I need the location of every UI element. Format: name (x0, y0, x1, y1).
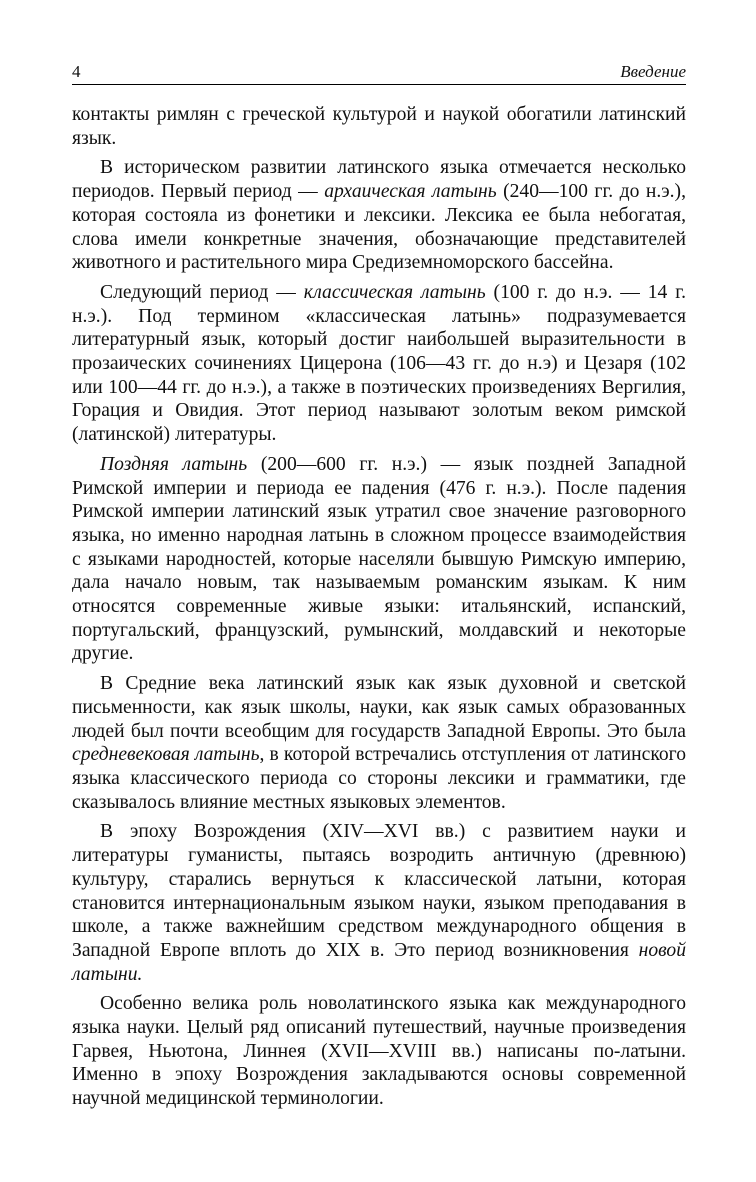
paragraph (72, 672, 686, 814)
body-text (72, 103, 686, 1111)
italic-term: Поздняя латынь (100, 453, 248, 475)
text-segment: (240—100 гг. до н.э.), которая состояла из фонетики и лексики. Лексика ее была небогатая, слова имели конкретные значения, обозначающие представителей животного и растительного мира Средиземноморского бассейна. (72, 181, 686, 274)
text-segment: В Средние века латинский язык как язык духовной и светской письменности, как язык школы, науки, как язык самых образованных людей был почти всеобщим для государств Западной Европы. Это была (72, 673, 686, 742)
paragraph (72, 281, 686, 447)
text-segment: В историческом развитии латинского языка отмечается несколько периодов. Первый период — (72, 157, 686, 203)
text-segment: В эпоху Возрождения (XIV—XVI вв.) с развитием науки и литературы гуманисты, пытаясь возродить античную (древнюю) культуру, старались вернуться к классической латыни, которая становится интернациональным языком науки, языком преподавания в школе, а также важнейшим средством международного общения в Западной Европе вплоть до XIX в. Это период возникновения (72, 821, 686, 961)
text-segment: Особенно велика роль новолатинского языка как международного языка науки. Целый ряд описаний путешествий, научные произведения Гарвея, Ньютона, Линнея (XVII—XVIII вв.) написаны по-латыни. Именно в эпоху Возрождения закладываются основы современной научной медицинской терминологии. (72, 993, 686, 1110)
paragraph (72, 156, 686, 275)
text-segment: (100 г. до н.э. — 14 г. н.э.). Под термином «классическая латынь» подразумевается литературный язык, который достиг наибольшей выразительности в прозаических сочинениях Цицерона (106—43 гг. до н.э) и Цезаря (102 или 100—44 гг. до н.э.), а также в поэтических произведениях Вергилия, Горация и Овидия. Этот период называют золотым веком римской (латинской) литературы. (72, 281, 686, 446)
paragraph (72, 453, 686, 666)
italic-term: архаическая латынь (324, 181, 497, 203)
paragraph (72, 992, 686, 1111)
italic-term: средневековая латынь (72, 744, 260, 766)
running-head: Введение (620, 62, 686, 81)
text-segment: , в которой встречались отступления от латинского языка классического периода со стороны лексики и грамматики, где сказывалось влияние местных языковых элементов. (72, 744, 686, 813)
text-segment: (200—600 гг. н.э.) — язык поздней Западной Римской империи и периода ее падения (476 г. н.э.). После падения Римской империи латинский язык утратил свое значение разговорного языка, но именно народная латынь в сложном процессе взаимодействия с языками народностей, которые населяли бывшую Римскую империю, дала начало новым, так называемым романским языкам. К ним относятся современные живые языки: итальянский, испанский, португальский, французский, румынский, молдавский и некоторые другие. (72, 453, 686, 665)
paragraph (72, 103, 686, 150)
page-header (72, 60, 686, 85)
text-segment: Следующий период — (100, 281, 304, 303)
text-segment: контакты римлян с греческой культурой и наукой обогатили латинский язык. (72, 104, 686, 149)
page-number: 4 (72, 62, 81, 81)
italic-term: классическая латынь (303, 281, 486, 303)
paragraph (72, 820, 686, 986)
italic-term: новой латыни. (72, 939, 686, 985)
